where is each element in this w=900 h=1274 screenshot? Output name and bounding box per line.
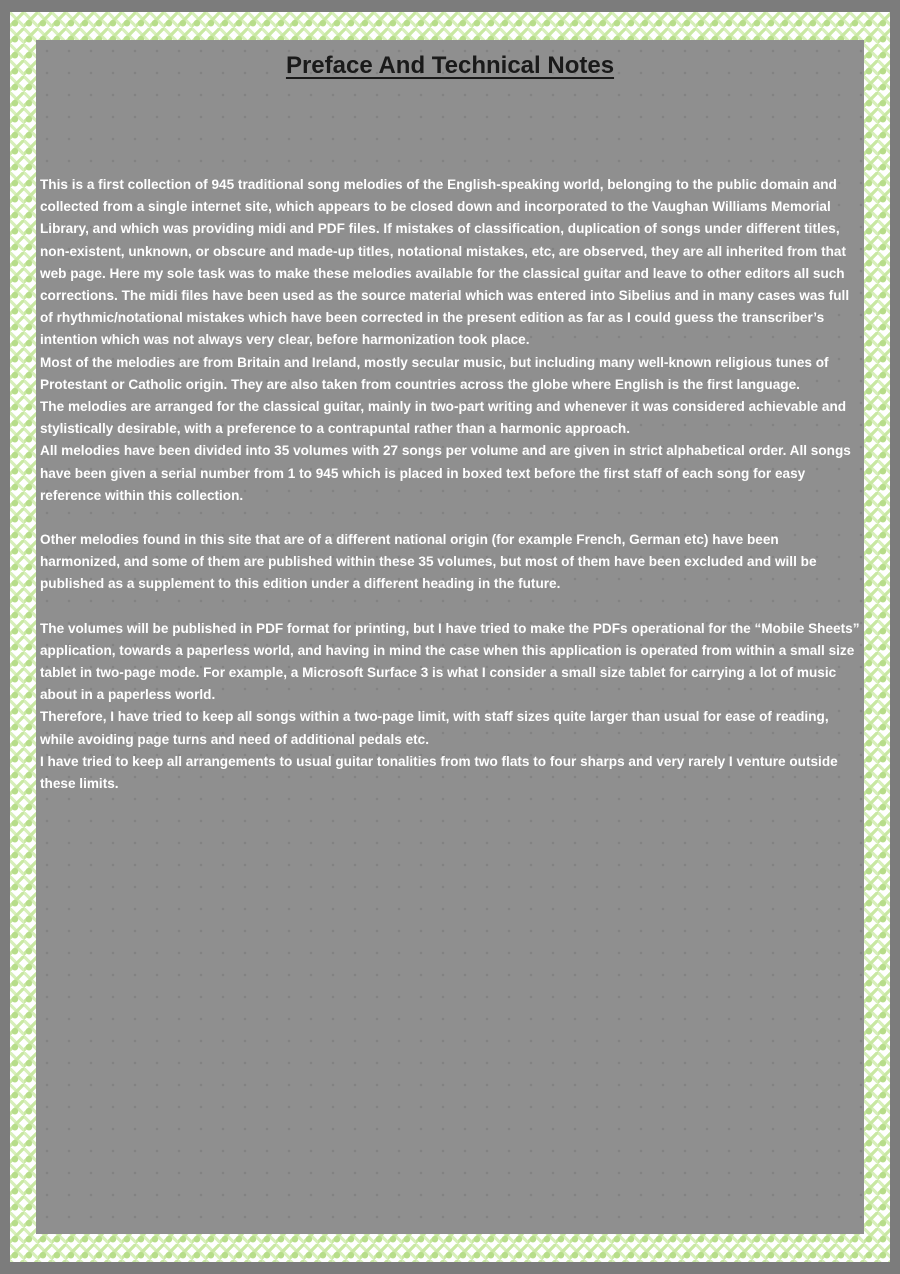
page-title: Preface And Technical Notes (285, 52, 615, 79)
content-panel (36, 40, 864, 1234)
paragraph-tonalities: I have tried to keep all arrangements to usual guitar tonalities from two flats to four sharps and very rarely I venture outside these limits. (40, 753, 838, 792)
paragraph-volumes: All melodies have been divided into 35 volumes with 27 songs per volume and are given in strict alphabetical order. All songs have been given a serial number from 1 to 945 which is placed in boxed text before the first staff of each song for easy reference within this collection. (40, 443, 851, 503)
paragraph-source: This is a first collection of 945 traditional song melodies of the English-speaking world, belonging to the public domain and collected from a single internet site, which appears to be closed down and incorporated to the Vaughan Williams Memorial Library, and which was providing midi and PDF files. If mistakes of classification, duplication of songs under different titles, non-existent, unknown, or obscure and made-up titles, notational mistakes, etc, are observed, they are all inherited from that web page. Here my sole task was to make these melodies available for the classical guitar and leave to other editors all such corrections. The midi files have been used as the source material which was entered into Sibelius and in many cases was full of rhythmic/notational mistakes which have been corrected in the present edition as far as I could guess the transcriber’s intention which was not always very clear, before harmonization took place. (40, 177, 850, 348)
paragraph-other-melodies: Other melodies found in this site that are of a different national origin (for example French, German etc) have been harmonized, and some of them are published within these 35 volumes, but most of them have been excluded and will be published as a supplement to this edition under a different heading in the future. (40, 532, 817, 592)
preface-body (40, 174, 860, 795)
paragraph-pdf-format: The volumes will be published in PDF format for printing, but I have tried to make the PDFs operational for the “Mobile Sheets” application, towards a paperless world, and having in mind the case when this application is operated from within a small size tablet in two-page mode. For example, a Microsoft Surface 3 is what I consider a small size tablet for carrying a lot of music about in a paperless world. (40, 620, 860, 703)
paragraph-origin: Most of the melodies are from Britain and Ireland, mostly secular music, but including many well-known religious tunes of Protestant or Catholic origin. They are also taken from countries across the globe where English is the first language. (40, 354, 829, 392)
paragraph-page-limit: Therefore, I have tried to keep all songs within a two-page limit, with staff sizes quite larger than usual for ease of reading, while avoiding page turns and need of additional pedals etc. (40, 709, 829, 747)
paragraph-arrangement: The melodies are arranged for the classical guitar, mainly in two-part writing and whenever it was considered achievable and stylistically desirable, with a preference to a contrapuntal rather than a harmonic approach. (40, 399, 847, 437)
